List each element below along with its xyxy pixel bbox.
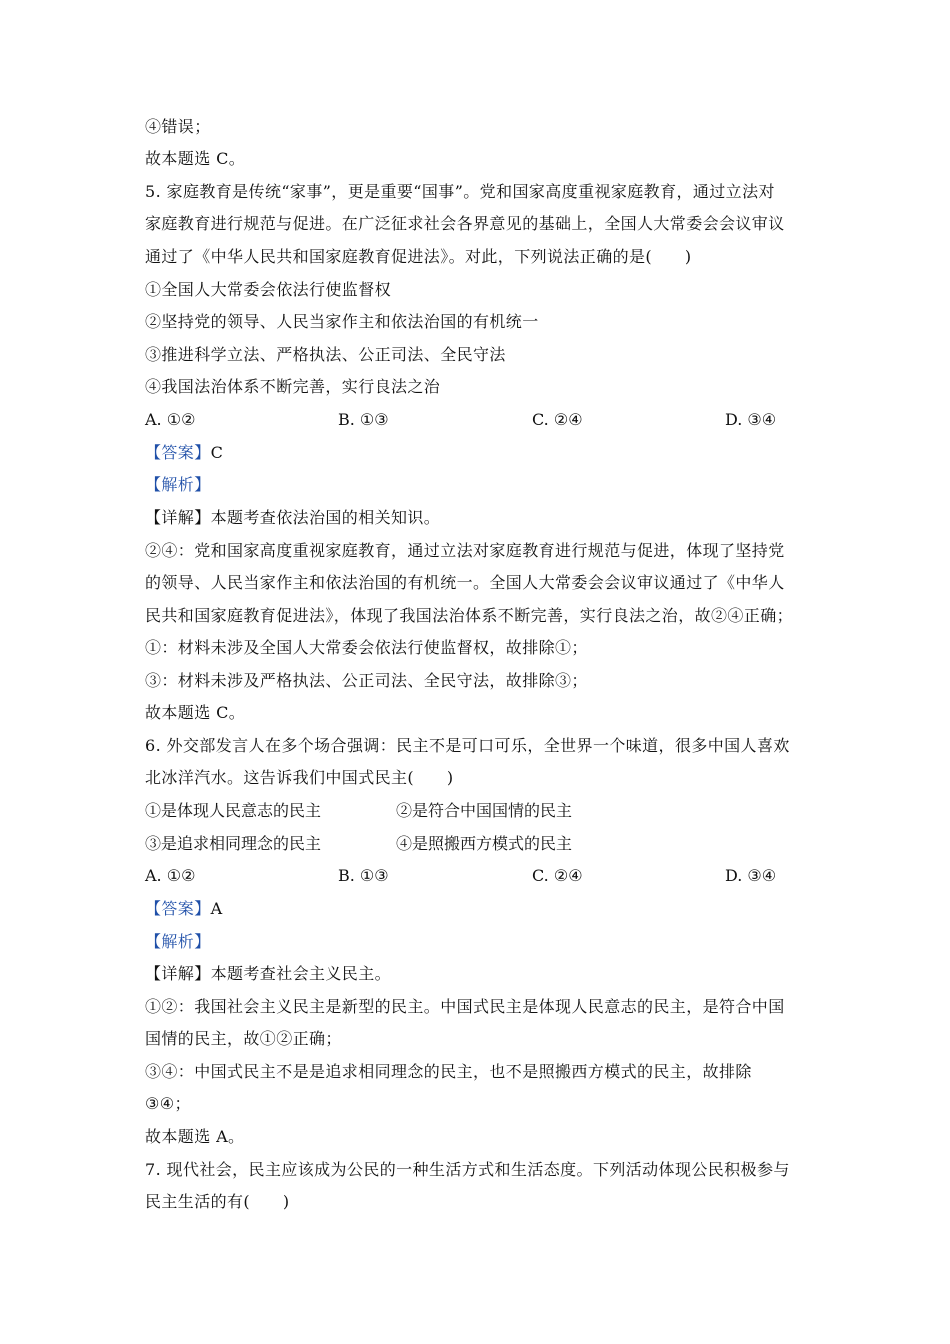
q5-option-a: A. ①② <box>145 410 196 429</box>
answer-value: A <box>210 899 223 918</box>
q5-item: ③推进科学立法、严格执法、公正司法、全民守法 <box>145 345 506 364</box>
q7-stem-line: 7. 现代社会，民主应该成为公民的一种生活方式和生活态度。下列活动体现公民积极参与 <box>145 1160 790 1179</box>
q6-analysis-tag: 【解析】 <box>145 932 211 951</box>
q6-item: ④是照搬西方模式的民主 <box>396 834 573 853</box>
q5-option-b: B. ①③ <box>338 410 389 429</box>
q6-conclusion: 故本题选 A。 <box>145 1127 245 1146</box>
q5-explain-line: 民共和国家庭教育促进法》，体现了我国法治体系不断完善，实行良法之治，故②④正确； <box>145 606 794 625</box>
q6-item: ②是符合中国国情的民主 <box>396 801 573 820</box>
q6-explain-line: ③④； <box>145 1094 191 1113</box>
q6-answer <box>145 899 223 919</box>
q6-stem-line: 6. 外交部发言人在多个场合强调：民主不是可口可乐，全世界一个味道，很多中国人喜欢 <box>145 736 790 755</box>
q6-detail <box>145 964 391 984</box>
q5-explain-line: 的领导、人民当家作主和依法治国的有机统一。全国人大常委会会议审议通过了《中华人 <box>145 573 785 592</box>
q5-detail <box>145 508 440 528</box>
q6-item: ①是体现人民意志的民主 <box>145 801 322 820</box>
detail-intro: 本题考查社会主义民主。 <box>210 964 392 983</box>
q6-explain-line: ③④：中国式民主不是是追求相同理念的民主，也不是照搬西方模式的民主，故排除 <box>145 1062 752 1081</box>
q5-analysis-tag: 【解析】 <box>145 475 211 494</box>
q5-option-c: C. ②④ <box>532 410 583 429</box>
q5-conclusion: 故本题选 C。 <box>145 703 246 722</box>
q5-option-d: D. ③④ <box>725 410 777 429</box>
q5-stem-line: 家庭教育进行规范与促进。在广泛征求社会各界意见的基础上，全国人大常委会会议审议 <box>145 214 785 233</box>
q6-option-a: A. ①② <box>145 866 196 885</box>
q5-stem-line: 通过了《中华人民共和国家庭教育促进法》。对此，下列说法正确的是( ) <box>145 247 692 266</box>
q5-explain-line: ①：材料未涉及全国人大常委会依法行使监督权，故排除①； <box>145 638 588 657</box>
q5-item: ①全国人大常委会依法行使监督权 <box>145 280 392 299</box>
q5-explain-line: ③：材料未涉及严格执法、公正司法、全民守法，故排除③； <box>145 671 588 690</box>
q6-option-c: C. ②④ <box>532 866 583 885</box>
q6-option-b: B. ①③ <box>338 866 389 885</box>
q5-item: ②坚持党的领导、人民当家作主和依法治国的有机统一 <box>145 312 539 331</box>
q6-option-d: D. ③④ <box>725 866 777 885</box>
answer-tag: 【答案】 <box>145 443 211 462</box>
detail-intro: 本题考查依法治国的相关知识。 <box>210 508 441 527</box>
detail-tag: 【详解】 <box>145 508 211 527</box>
answer-tag: 【答案】 <box>145 899 211 918</box>
answer-value: C <box>210 443 224 462</box>
q5-answer <box>145 443 223 463</box>
intro-line: ④错误； <box>145 117 211 136</box>
q6-explain-line: ①②：我国社会主义民主是新型的民主。中国式民主是体现人民意志的民主，是符合中国 <box>145 997 785 1016</box>
q7-stem-line: 民主生活的有( ) <box>145 1192 290 1211</box>
q5-explain-line: ②④：党和国家高度重视家庭教育，通过立法对家庭教育进行规范与促进，体现了坚持党 <box>145 541 785 560</box>
intro-conclusion: 故本题选 C。 <box>145 149 246 168</box>
q5-stem-line: 5. 家庭教育是传统“家事”，更是重要“国事”。党和国家高度重视家庭教育，通过立法对 <box>145 182 775 201</box>
q6-item: ③是追求相同理念的民主 <box>145 834 322 853</box>
q5-item: ④我国法治体系不断完善，实行良法之治 <box>145 377 441 396</box>
detail-tag: 【详解】 <box>145 964 211 983</box>
q6-explain-line: 国情的民主，故①②正确； <box>145 1029 342 1048</box>
q6-stem-line: 北冰洋汽水。这告诉我们中国式民主( ) <box>145 768 454 787</box>
